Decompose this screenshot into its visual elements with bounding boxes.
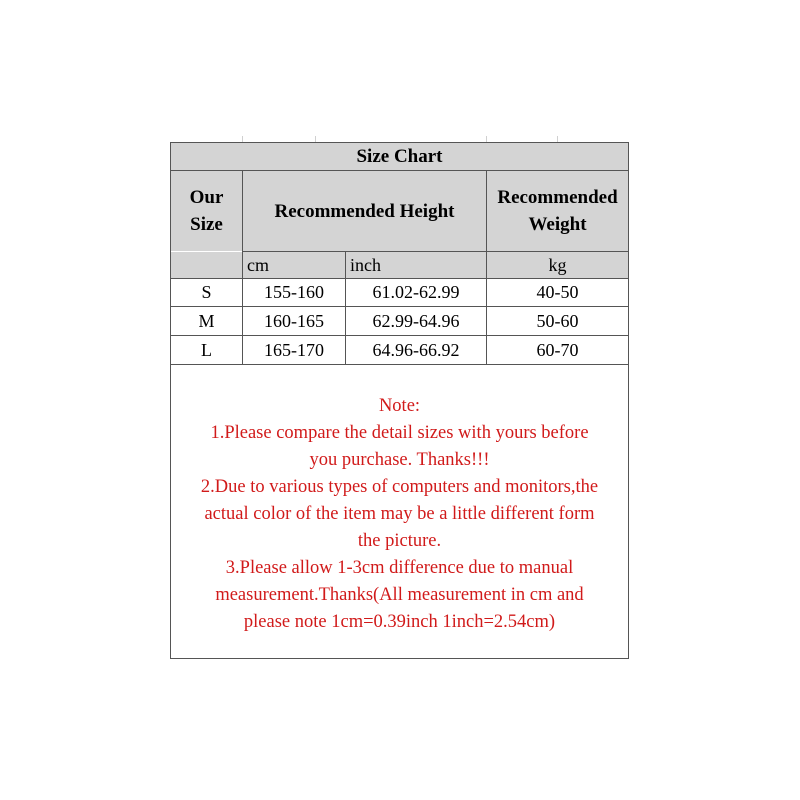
- note-line: 1.Please compare the detail sizes with yours before: [210, 423, 589, 443]
- unit-inch: inch: [346, 252, 486, 278]
- height-inch-value: 62.99-64.96: [372, 310, 460, 331]
- table-divider: [242, 170, 243, 364]
- note-line: you purchase. Thanks!!!: [309, 450, 490, 470]
- table-divider: [171, 278, 628, 279]
- note-line: actual color of the item may be a little different form: [204, 504, 595, 524]
- note-section: [171, 365, 628, 658]
- table-divider: [171, 335, 628, 336]
- chart-title: Size Chart: [171, 143, 628, 170]
- unit-kg: kg: [487, 252, 628, 278]
- header-size-line2: Size: [190, 214, 223, 235]
- unit-cell-empty: [171, 252, 242, 278]
- header-weight-line1: Recommended: [497, 187, 618, 208]
- note-line: 2.Due to various types of computers and monitors,the: [200, 477, 599, 497]
- table-divider: [171, 306, 628, 307]
- note-line: measurement.Thanks(All measurement in cm and: [215, 585, 584, 605]
- unit-cm: cm: [243, 252, 345, 278]
- note-line: 3.Please allow 1-3cm difference due to manual: [225, 558, 574, 578]
- recommended-weight-header: [487, 171, 628, 251]
- size-value: M: [198, 310, 215, 331]
- table-divider: [243, 251, 628, 252]
- note-heading: Note:: [378, 396, 421, 416]
- size-chart-table: [170, 142, 629, 659]
- size-value: S: [201, 282, 212, 302]
- header-size-line1: Our: [189, 187, 224, 208]
- height-cm-value: 160-165: [264, 310, 324, 331]
- header-weight-line2: Weight: [528, 214, 587, 235]
- note-line: the picture.: [357, 531, 442, 551]
- our-size-header: [171, 171, 242, 251]
- note-line: please note 1cm=0.39inch 1inch=2.54cm): [243, 612, 556, 632]
- weight-kg-value: 50-60: [536, 310, 579, 331]
- height-inch-value: 64.96-66.92: [372, 339, 460, 360]
- table-divider: [171, 170, 628, 171]
- height-cm-value: 165-170: [264, 339, 324, 360]
- height-inch-value: 61.02-62.99: [372, 282, 460, 302]
- weight-kg-value: 60-70: [536, 339, 579, 360]
- height-cm-value: 155-160: [264, 282, 324, 302]
- weight-kg-value: 40-50: [536, 282, 579, 302]
- table-divider: [486, 170, 487, 364]
- size-value: L: [201, 339, 212, 360]
- recommended-height-header: Recommended Height: [243, 171, 486, 251]
- table-divider: [345, 251, 346, 364]
